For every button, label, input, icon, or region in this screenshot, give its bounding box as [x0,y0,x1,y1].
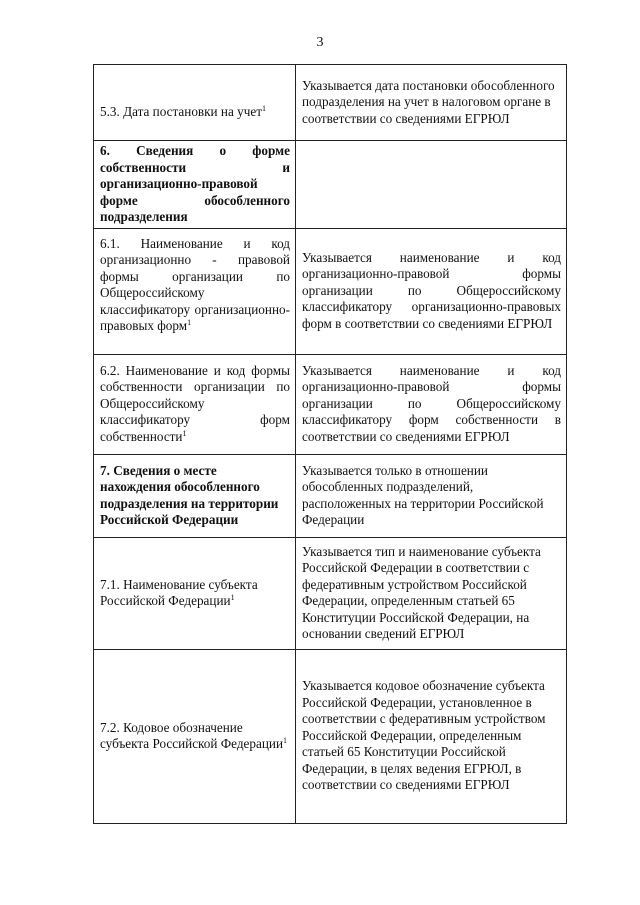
row-label-5-3: 5.3. Дата постановки на учет$^1$ [94,65,296,141]
table-row [94,454,567,537]
table-row [94,354,567,454]
row-label-7-1: 7.1. Наименование субъекта Российской Федерации$^1$ [94,537,296,649]
row-label-6-2: 6.2. Наименование и код формы собственности организации по Общероссийскому классификатору форм собственности$^1$ [94,354,296,454]
table-row [94,537,567,649]
row-description-7: Указывается только в отношении обособленных подразделений, расположенных на территории Российской Федерации [296,454,567,537]
table-row [94,65,567,141]
row-description-6-2: Указывается наименование и код организационно-правовой формы организации по Общероссийскому классификатору форм собственности в соответствии со сведениями ЕГРЮЛ [296,354,567,454]
requirements-table [93,64,567,824]
table-row [94,141,567,229]
row-description-7-1: Указывается тип и наименование субъекта Российской Федерации в соответствии с федеративным устройством Российской Федерации, определенным статьей 65 Конституции Российской Федерации, на основании сведений ЕГРЮЛ [296,537,567,649]
section-6-heading: 6. Сведения о форме собственности и организационно-правовой форме обособленного подразделения [94,141,296,229]
table-row [94,649,567,823]
row-label-7-2: 7.2. Кодовое обозначение субъекта Российской Федерации$^1$ [94,649,296,823]
section-7-heading: 7. Сведения о месте нахождения обособленного подразделения на территории Российской Федерации [94,454,296,537]
row-description-7-2: Указывается кодовое обозначение субъекта Российской Федерации, установленное в соответствии с федеративным устройством Российской Федерации, определенным статьей 65 Конституции Российской Федерации, в целях ведения ЕГРЮЛ, в соответствии со сведениями ЕГРЮЛ [296,649,567,823]
row-description-6-empty [296,141,567,229]
page-number: 3 [316,35,324,50]
row-label-6-1: 6.1. Наименование и код организационно - правовой формы организации по Общероссийскому классификатору организационно-правовых форм$^1$ [94,228,296,354]
table-row [94,228,567,354]
row-description-5-3: Указывается дата постановки обособленного подразделения на учет в налоговом органе в соответствии со сведениями ЕГРЮЛ [296,65,567,141]
row-description-6-1: Указывается наименование и код организационно-правовой формы организации по Общероссийскому классификатору организационно-правовых форм в соответствии со сведениями ЕГРЮЛ [296,228,567,354]
